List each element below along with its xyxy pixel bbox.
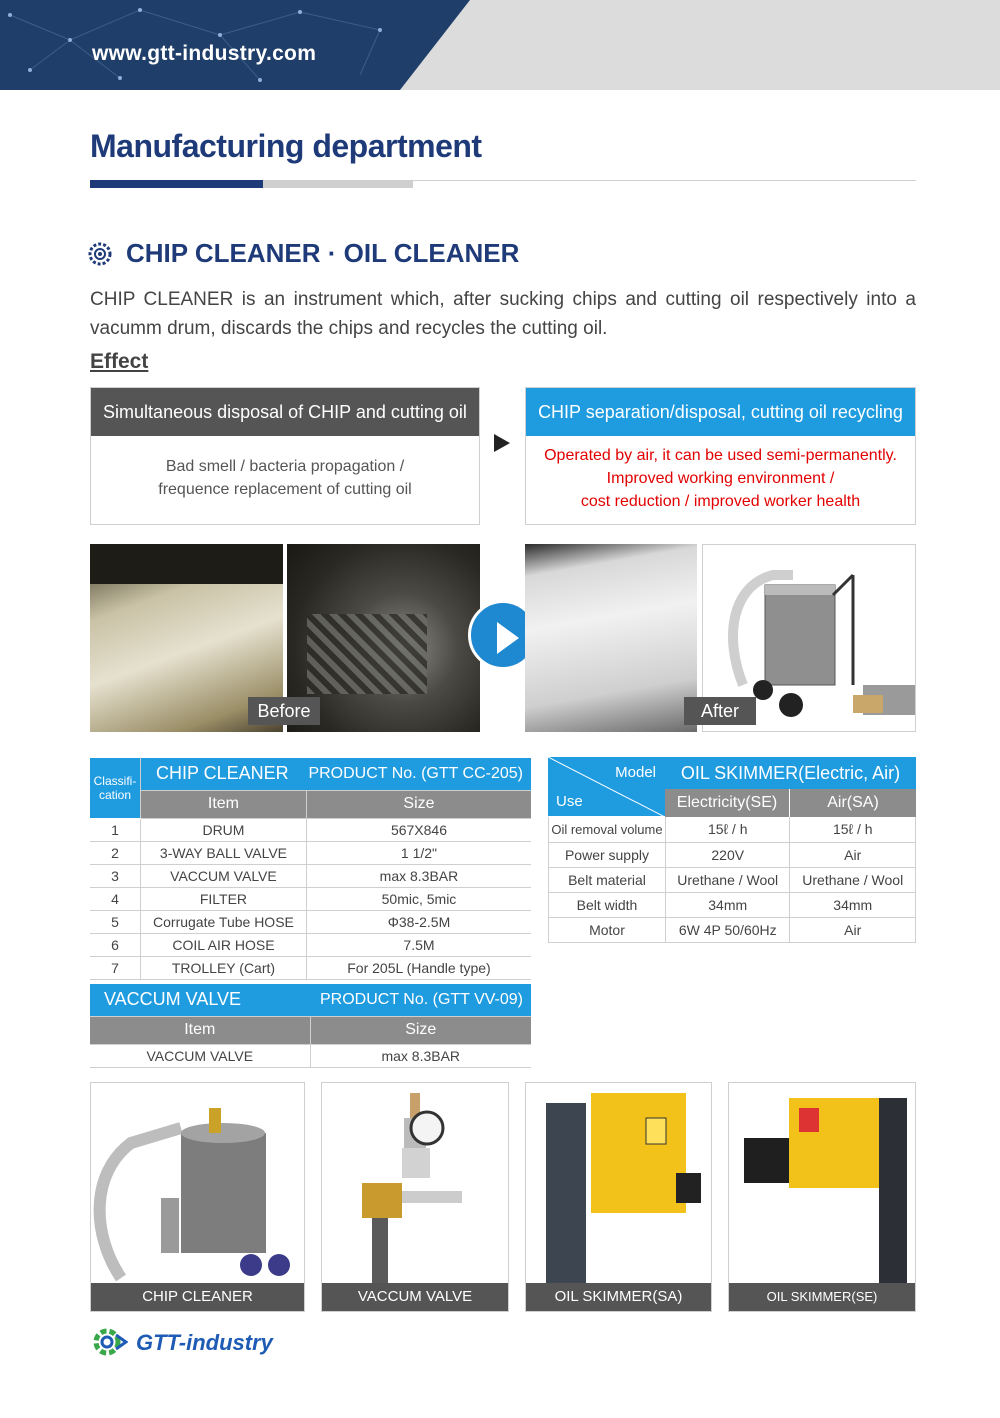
skimmer-label-cell: Belt width xyxy=(549,892,666,917)
model-use-header xyxy=(548,757,665,817)
skimmer-se-cell: 220V xyxy=(665,842,790,867)
product-card-vaccum-valve xyxy=(321,1082,509,1312)
chip-cleaner-title: CHIP CLEANER xyxy=(140,758,306,790)
effect-after-title: CHIP separation/disposal, cutting oil recycling xyxy=(526,388,915,436)
table-row xyxy=(90,841,531,864)
chip-no-cell: 4 xyxy=(90,887,140,910)
table-row xyxy=(549,867,916,892)
vaccum-valve-table xyxy=(90,984,531,1068)
product-label: OIL SKIMMER(SE) xyxy=(729,1283,915,1311)
chip-item-cell: 3-WAY BALL VALVE xyxy=(140,841,306,864)
product-card-chip-cleaner xyxy=(90,1082,305,1312)
title-divider-accent xyxy=(90,180,263,188)
header-banner xyxy=(0,0,1000,90)
skimmer-se-cell: 6W 4P 50/60Hz xyxy=(665,917,790,942)
chip-no-cell: 2 xyxy=(90,841,140,864)
chip-item-cell: DRUM xyxy=(140,818,306,841)
arrow-right-icon xyxy=(494,434,510,452)
table-row xyxy=(90,864,531,887)
product-card-oil-skimmer-sa xyxy=(525,1082,712,1312)
classification-header: Classifi-cation xyxy=(90,758,140,818)
table-row xyxy=(549,842,916,867)
product-label: CHIP CLEANER xyxy=(91,1283,304,1311)
chip-no-cell: 6 xyxy=(90,933,140,956)
air-column-header: Air(SA) xyxy=(790,789,916,817)
chip-no-cell: 5 xyxy=(90,910,140,933)
section-title: CHIP CLEANER · OIL CLEANER xyxy=(126,238,520,268)
effect-after-box xyxy=(525,387,916,525)
effect-before-line: frequence replacement of cutting oil xyxy=(158,481,412,498)
electricity-column-header: Electricity(SE) xyxy=(665,789,790,817)
table-row xyxy=(90,818,531,841)
before-label: Before xyxy=(248,697,320,725)
title-divider-light xyxy=(263,180,413,188)
chip-item-cell: COIL AIR HOSE xyxy=(140,933,306,956)
size-column-header: Size xyxy=(306,790,531,818)
table-row xyxy=(90,910,531,933)
vaccum-valve-product-image xyxy=(322,1083,509,1283)
vaccum-valve-title: VACCUM VALVE xyxy=(90,984,310,1016)
oil-skimmer-se-product-image xyxy=(729,1083,916,1283)
page-title: Manufacturing department xyxy=(90,128,482,164)
skimmer-label-cell: Power supply xyxy=(549,842,666,867)
skimmer-se-cell: 34mm xyxy=(665,892,790,917)
table-row xyxy=(90,933,531,956)
skimmer-se-cell: 15ℓ / h xyxy=(665,817,790,842)
vaccum-valve-product-no: PRODUCT No. (GTT VV-09) xyxy=(310,984,531,1016)
chip-size-cell: 7.5M xyxy=(306,933,531,956)
effect-before-title: Simultaneous disposal of CHIP and cutting oil xyxy=(91,388,479,436)
skimmer-title: OIL SKIMMER(Electric, Air) xyxy=(665,757,916,789)
product-label: OIL SKIMMER(SA) xyxy=(526,1283,711,1311)
chip-item-cell: TROLLEY (Cart) xyxy=(140,956,306,979)
chip-no-cell: 7 xyxy=(90,956,140,979)
chip-item-cell: VACCUM VALVE xyxy=(140,864,306,887)
oil-skimmer-sa-product-image xyxy=(526,1083,712,1283)
chip-size-cell: Φ38-2.5M xyxy=(306,910,531,933)
item-column-header: Item xyxy=(140,790,306,818)
gear-icon xyxy=(88,242,112,266)
chip-cleaner-table xyxy=(90,758,531,980)
table-row xyxy=(549,892,916,917)
chip-size-cell: max 8.3BAR xyxy=(306,864,531,887)
skimmer-sa-cell: Air xyxy=(790,842,916,867)
item-column-header: Item xyxy=(90,1016,310,1044)
chip-size-cell: 1 1/2" xyxy=(306,841,531,864)
skimmer-sa-cell: 15ℓ / h xyxy=(790,817,916,842)
after-photo-clean xyxy=(525,544,697,732)
use-label: Use xyxy=(556,793,583,810)
valve-size-cell: max 8.3BAR xyxy=(310,1044,531,1067)
chip-item-cell: FILTER xyxy=(140,887,306,910)
footer-logo-text: GTT-industry xyxy=(136,1330,273,1355)
product-label: VACCUM VALVE xyxy=(322,1283,508,1311)
valve-item-cell: VACCUM VALVE xyxy=(90,1044,310,1067)
skimmer-label-cell: Motor xyxy=(549,917,666,942)
table-row xyxy=(90,887,531,910)
skimmer-sa-cell: Air xyxy=(790,917,916,942)
skimmer-se-cell: Urethane / Wool xyxy=(665,867,790,892)
gtt-logo-icon xyxy=(92,1327,128,1357)
chip-size-cell: 567X846 xyxy=(306,818,531,841)
oil-skimmer-table xyxy=(548,817,916,943)
table-row xyxy=(549,817,916,842)
effect-before-box xyxy=(90,387,480,525)
skimmer-sa-cell: 34mm xyxy=(790,892,916,917)
chip-no-cell: 3 xyxy=(90,864,140,887)
chip-cleaner-product-no: PRODUCT No. (GTT CC-205) xyxy=(306,758,531,790)
skimmer-label-cell: Belt material xyxy=(549,867,666,892)
table-row xyxy=(90,956,531,979)
skimmer-label-cell: Oil removal volume xyxy=(549,817,666,842)
table-row xyxy=(549,917,916,942)
chip-no-cell: 1 xyxy=(90,818,140,841)
effect-after-line: Operated by air, it can be used semi-permanently. xyxy=(544,447,897,464)
after-label: After xyxy=(684,697,756,725)
chip-size-cell: 50mic, 5mic xyxy=(306,887,531,910)
section-description: CHIP CLEANER is an instrument which, after sucking chips and cutting oil respectively into a vacumm drum, discards the chips and recycles the cutting oil. xyxy=(90,289,916,339)
website-url[interactable]: www.gtt-industry.com xyxy=(92,42,317,65)
product-card-oil-skimmer-se xyxy=(728,1082,916,1312)
model-label: Model xyxy=(615,764,656,781)
chip-size-cell: For 205L (Handle type) xyxy=(306,956,531,979)
skimmer-sa-cell: Urethane / Wool xyxy=(790,867,916,892)
chip-cleaner-product-image xyxy=(91,1083,305,1283)
effect-after-line: Improved working environment / xyxy=(606,470,835,487)
chip-item-cell: Corrugate Tube HOSE xyxy=(140,910,306,933)
effect-heading: Effect xyxy=(90,350,149,373)
effect-after-line: cost reduction / improved worker health xyxy=(580,493,861,510)
effect-before-line: Bad smell / bacteria propagation / xyxy=(165,458,405,475)
size-column-header: Size xyxy=(310,1016,531,1044)
